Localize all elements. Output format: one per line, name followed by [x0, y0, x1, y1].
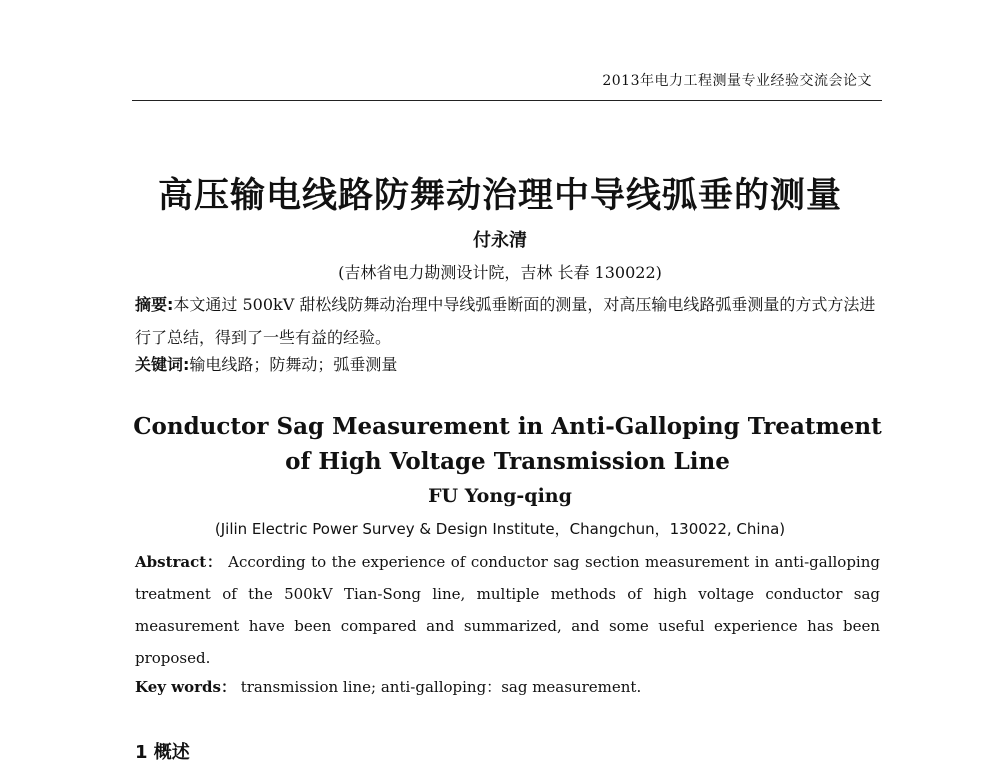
chinese-abstract	[135, 288, 880, 354]
chinese-abstract-label: 摘要:	[135, 295, 174, 314]
chinese-author: 付永清	[473, 230, 527, 251]
chinese-abstract-text: 本文通过 500kV 甜松线防舞动治理中导线弧垂断面的测量，对高压输电线路弧垂测量的方式方法进行了总结，得到了一些有益的经验。	[135, 295, 876, 347]
english-title: Conductor Sag Measurement in Anti-Galloping Treatment of High Voltage Transmission Line	[133, 413, 882, 475]
chinese-keywords-label: 关键词:	[135, 355, 190, 374]
english-author: FU Yong-qing	[428, 485, 572, 507]
english-keywords-text: transmission line; anti-galloping：sag measurement.	[240, 678, 642, 696]
english-keywords	[135, 676, 880, 697]
section-heading-1: 1 概述	[135, 742, 190, 763]
english-abstract-text: According to the experience of conductor sag section measurement in anti-galloping treatment of the 500kV Tian-Song line, multiple methods of high voltage conductor sag measurement have been compared and summarized, and some useful experience has been proposed.	[135, 553, 880, 667]
chinese-affiliation: (吉林省电力勘测设计院，吉林 长春 130022)	[338, 263, 662, 282]
running-head: 2013年电力工程测量专业经验交流会论文	[602, 73, 872, 89]
english-keywords-label: Key words：	[135, 678, 236, 696]
english-abstract	[135, 546, 880, 674]
header-rule	[132, 100, 882, 101]
chinese-keywords-text: 输电线路；防舞动；弧垂测量	[189, 355, 398, 374]
chinese-title: 高压输电线路防舞动治理中导线弧垂的测量	[157, 176, 842, 216]
english-affiliation: (Jilin Electric Power Survey & Design Institute，Changchun，130022, China)	[214, 520, 786, 538]
chinese-keywords	[135, 352, 880, 375]
english-abstract-label: Abstract：	[135, 553, 223, 571]
